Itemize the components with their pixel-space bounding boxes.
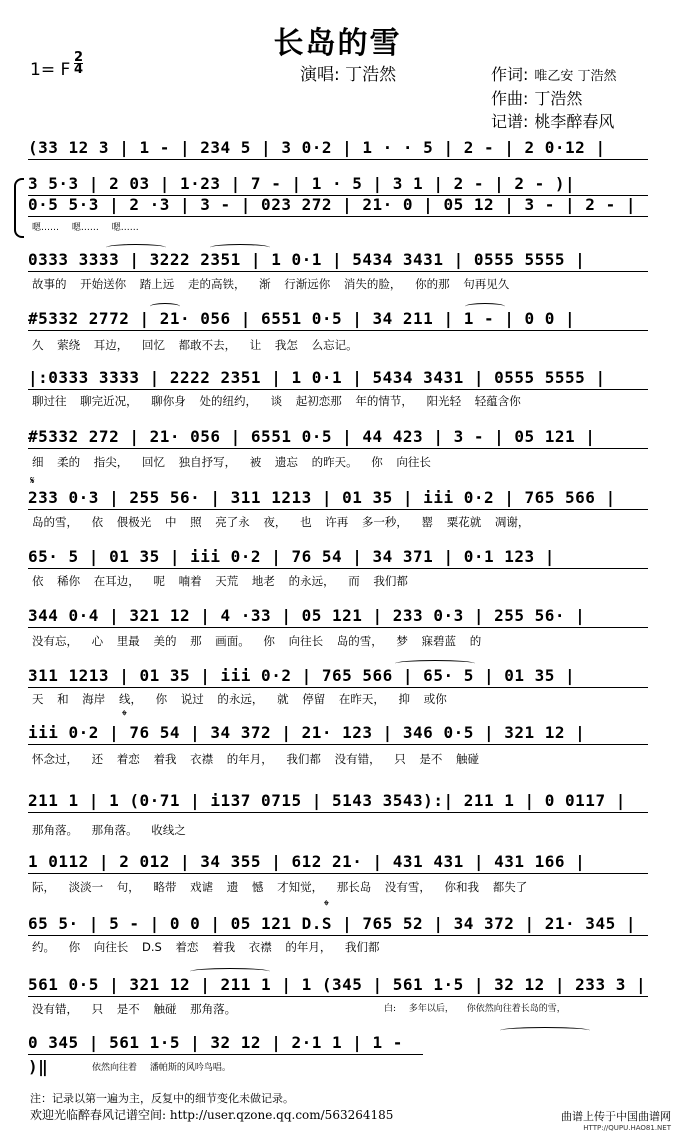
tie-arc	[210, 244, 270, 251]
meter-bottom: 4	[74, 62, 84, 77]
transcriber-name: 桃李醉春风	[534, 112, 615, 131]
score-line-14: 65 5· | 5 - | 0 0 | 05 121 D.S | 765 52 | 34 372 | 21· 345 |	[28, 912, 648, 936]
singer-credit: 演唱: 丁浩然	[300, 65, 397, 85]
coda-sign-2: 𝄌	[324, 898, 329, 914]
segno-sign: 𝄋	[30, 474, 35, 487]
lyrics-line-12: 那角落。 那角落。 收线之	[32, 823, 186, 837]
lyrics-line-8: 依 稀你 在耳边， 呢 喃着 天荒 地老 的永远， 而 我们都	[32, 574, 408, 588]
score-line-5: |:0333 3333 | 2222 2351 | 1 0·1 | 5434 3431 | 0555 5555 |	[28, 366, 648, 390]
lyrics-line-2: 嗯…… 嗯…… 嗯……	[32, 223, 139, 233]
lyrics-line-16: 依然向往着 潘帕斯的风吟鸟唱。	[92, 1063, 231, 1073]
lyrics-line-3: 故事的 开始送你 踏上远 走的高铁， 渐 行渐远你 消失的脸， 你的那 句再见久	[32, 277, 510, 291]
tie-arc	[500, 1027, 590, 1034]
lyrics-line-5: 聊过往 聊完近况， 聊你身 处的纽约， 谈 起初恋那 年的情节， 阳光轻 轻蕴含你	[32, 394, 521, 408]
tie-arc	[150, 303, 180, 310]
narration-line: 白: 多年以后， 你依然向往着长岛的雪，	[384, 1004, 566, 1014]
composer-label: 作曲:	[491, 89, 529, 108]
lyricist-credit	[491, 62, 617, 85]
transcriber-credit	[491, 109, 614, 132]
score-line-3: 0333 3333 | 3222 2351 | 1 0·1 | 5434 3431 | 0555 5555 |	[28, 248, 648, 272]
tie-arc	[465, 303, 505, 310]
welcome-message: 欢迎光临醉春风记谱空间: http://user.qzone.qq.com/563264185	[30, 1108, 394, 1122]
lyrics-line-11: 怀念过， 还 着恋 着我 衣襟 的年月， 我们都 没有错， 只 是不 触碰	[32, 752, 480, 766]
lyrics-line-13: 际， 淡淡一 句， 略带 戏谑 遗 憾 才知觉， 那长岛 没有雪， 你和我 都失了	[32, 880, 528, 894]
score-line-12: 211 1 | 1 (0·71 | i137 0715 | 5143 3543):| 211 1 | 0 0117 |	[28, 789, 648, 813]
score-line-4: #5332 2772 | 21· 056 | 6551 0·5 | 34 211 | 1 - | 0 0 |	[28, 307, 648, 331]
composer-name: 丁浩然	[534, 89, 583, 108]
score-line-8: 65· 5 | 01 35 | iii 0·2 | 76 54 | 34 371 | 0·1 123 |	[28, 545, 648, 569]
key-signature: 1= F	[30, 60, 71, 80]
score-line-6: #5332 272 | 21· 056 | 6551 0·5 | 44 423 | 3 - | 05 121 |	[28, 425, 648, 449]
score-line-15: 561 0·5 | 321 12 | 211 1 | 1 (345 | 561 1·5 | 32 12 | 233 3 |	[28, 973, 648, 997]
site-url: HTTP://QUPU.HAO81.NET	[583, 1124, 671, 1132]
transcription-note: 注：记录以第一遍为主，反复中的细节变化未做记录。	[30, 1092, 294, 1105]
lyrics-line-10: 天 和 海岸 线， 你 说过 的永远， 就 停留 在昨天， 抑 或你	[32, 692, 447, 706]
site-watermark: 曲谱上传于中国曲谱网	[561, 1110, 671, 1123]
lyrics-line-14: 约。 你 向往长 D.S 着恋 着我 衣襟 的年月， 我们都	[32, 940, 380, 954]
lyrics-line-4: 久 萦绕 耳边， 回忆 都敢不去， 让 我怎 么忘记。	[32, 338, 358, 352]
meter-top: 2	[74, 50, 84, 65]
score-line-16: 0 345 | 561 1·5 | 32 12 | 2·1 1 | 1 - )‖	[28, 1031, 423, 1055]
tie-arc	[395, 660, 475, 667]
score-line-2-lower: 0·5 5·3 | 2 ·3 | 3 - | 023 272 | 21· 0 | 05 12 | 3 - | 2 - |	[28, 193, 648, 217]
lyrics-line-6: 细 柔的 指尖， 回忆 独自抒写， 被 遗忘 的昨天。 你 向往长	[32, 455, 431, 469]
lyrics-line-7: 岛的雪， 依 偎极光 中 照 亮了永 夜， 也 许再 多一秒， 罂 粟花就 凋谢，	[32, 515, 530, 529]
lyricist-label: 作词:	[491, 65, 529, 84]
song-title: 长岛的雪	[273, 26, 402, 61]
coda-sign: 𝄌	[122, 708, 127, 724]
lyrics-line-9: 没有忘， 心 里最 美的 那 画面。 你 向往长 岛的雪， 梦 寐碧蓝 的	[32, 634, 482, 648]
tie-arc	[106, 244, 166, 251]
score-line-7: 233 0·3 | 255 56· | 311 1213 | 01 35 | iii 0·2 | 765 566 |	[28, 486, 648, 510]
lyrics-line-15: 没有错， 只 是不 触碰 那角落。	[32, 1002, 237, 1016]
time-signature	[74, 52, 83, 75]
tie-arc	[190, 968, 270, 975]
transcriber-label: 记谱:	[491, 112, 529, 131]
two-part-brace	[14, 178, 24, 238]
score-line-10: 311 1213 | 01 35 | iii 0·2 | 765 566 | 65· 5 | 01 35 |	[28, 664, 648, 688]
score-line-13: 1 0112 | 2 012 | 34 355 | 612 21· | 431 431 | 431 166 |	[28, 850, 648, 874]
score-line-2-upper: 3 5·3 | 2 03 | 1·23 | 7 - | 1 · 5 | 3 1 | 2 - | 2 - )|	[28, 172, 648, 196]
lyricist-name: 唯乙安 丁浩然	[534, 69, 617, 84]
score-line-9: 344 0·4 | 321 12 | 4 ·33 | 05 121 | 233 0·3 | 255 56· |	[28, 604, 648, 628]
score-line-11: iii 0·2 | 76 54 | 34 372 | 21· 123 | 346 0·5 | 321 12 |	[28, 721, 648, 745]
score-line-1: (33 12 3 | 1 - | 234 5 | 3 0·2 | 1 · · 5 | 2 - | 2 0·12 |	[28, 136, 648, 160]
composer-credit	[491, 86, 582, 109]
